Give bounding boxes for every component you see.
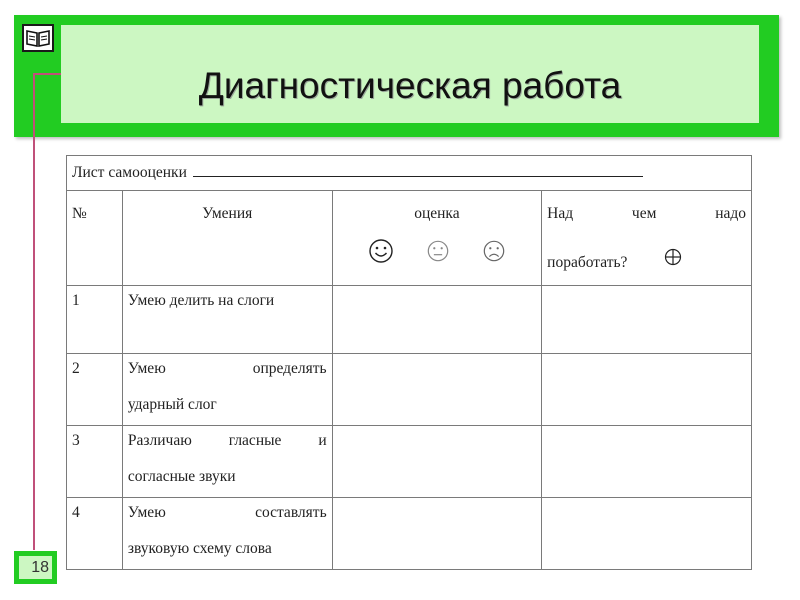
- skill-line1: [128, 358, 327, 380]
- decorative-horizontal-line: [33, 73, 61, 75]
- title-panel: [61, 25, 759, 123]
- book-icon: [22, 24, 54, 52]
- row-skill: [122, 426, 332, 498]
- row-rework-cell[interactable]: [542, 498, 752, 570]
- decorative-vertical-line: [33, 73, 35, 550]
- header-rework-word: чем: [631, 205, 657, 222]
- header-num: №: [67, 191, 123, 286]
- self-assessment-table: [66, 155, 752, 570]
- skill-line2: ударный слог: [127, 396, 217, 413]
- header-row: [67, 191, 752, 286]
- page-title: Диагностическая работа: [198, 65, 622, 106]
- sheet-title-row: [67, 156, 752, 191]
- row-skill: [122, 286, 332, 354]
- row-grade-cell[interactable]: [332, 498, 542, 570]
- skill-word: Умею: [127, 360, 166, 377]
- smile-face-icon: [368, 238, 394, 278]
- skill-word: гласные: [228, 432, 282, 449]
- row-num: 3: [67, 426, 123, 498]
- header-rework-word: Над: [547, 205, 574, 222]
- row-skill: [122, 498, 332, 570]
- page-number: 18: [19, 556, 52, 579]
- skill-word: определять: [252, 360, 327, 377]
- row-rework-cell[interactable]: [542, 286, 752, 354]
- skill-word: и: [318, 432, 327, 449]
- row-rework-cell[interactable]: [542, 354, 752, 426]
- skill-text: Умею делить на слоги: [127, 292, 275, 309]
- header-skills: Умения: [122, 191, 332, 286]
- row-num: 1: [67, 286, 123, 354]
- sheet-title: Лист самооценки: [72, 164, 187, 181]
- skill-line2: согласные звуки: [127, 468, 236, 485]
- header-grade: оценка: [414, 205, 460, 222]
- skill-word: Умею: [127, 504, 166, 521]
- header-rework-cell: [542, 191, 752, 286]
- skill-line1: [128, 502, 327, 524]
- neutral-face-icon: [426, 239, 450, 277]
- name-underline: [193, 162, 643, 177]
- row-num: 4: [67, 498, 123, 570]
- table-row: [67, 426, 752, 498]
- page-number-badge: [14, 551, 57, 584]
- row-grade-cell[interactable]: [332, 354, 542, 426]
- title-banner: [14, 15, 779, 137]
- sad-face-icon: [482, 239, 506, 277]
- header-grade-cell: [332, 191, 542, 286]
- grade-faces: [338, 238, 537, 278]
- row-rework-cell[interactable]: [542, 426, 752, 498]
- table-row: [67, 286, 752, 354]
- skill-word: составлять: [255, 504, 327, 521]
- circle-plus-icon: [663, 244, 683, 281]
- skill-line1: [128, 430, 327, 452]
- row-grade-cell[interactable]: [332, 286, 542, 354]
- header-rework-word: надо: [715, 205, 746, 222]
- header-rework-line2: [547, 244, 746, 281]
- header-rework-word: поработать?: [547, 254, 628, 271]
- row-num: 2: [67, 354, 123, 426]
- header-rework-line1: [547, 195, 746, 232]
- table-row: [67, 354, 752, 426]
- skill-word: Различаю: [127, 432, 192, 449]
- sheet-title-cell: [67, 156, 752, 191]
- table-row: [67, 498, 752, 570]
- skill-line2: звуковую схему слова: [127, 540, 272, 557]
- row-skill: [122, 354, 332, 426]
- row-grade-cell[interactable]: [332, 426, 542, 498]
